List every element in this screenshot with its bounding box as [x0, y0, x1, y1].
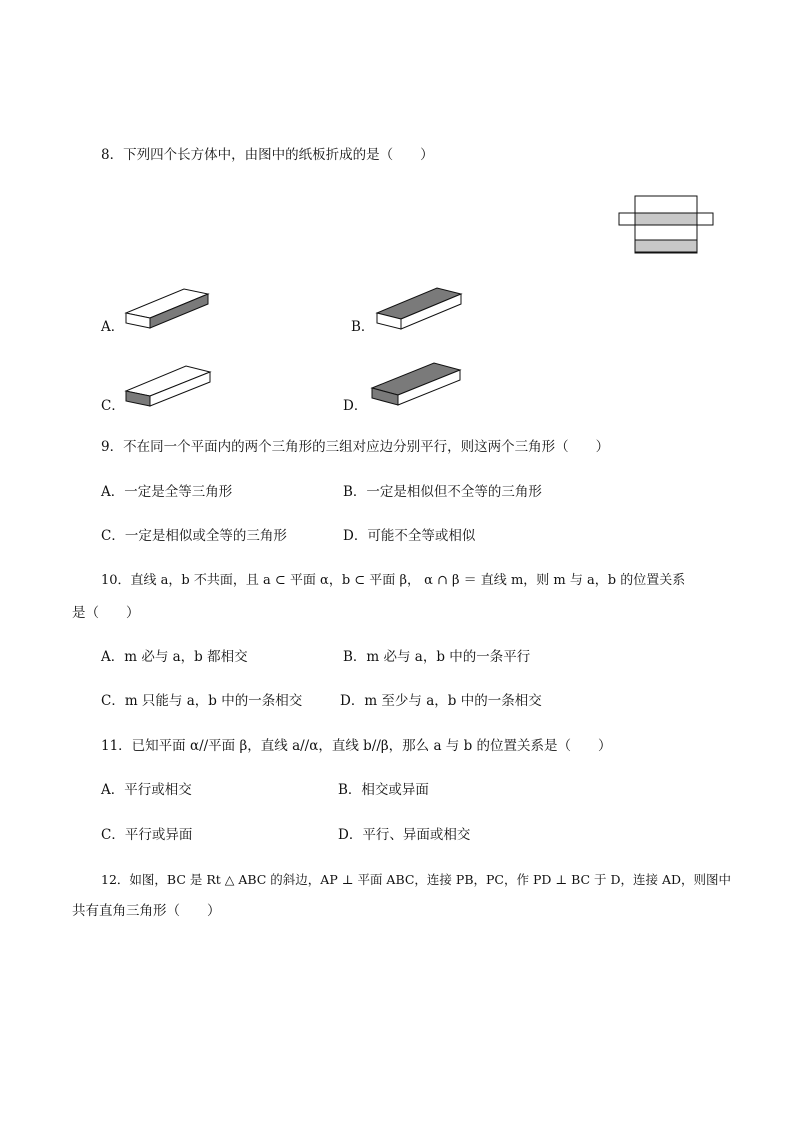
q10-option-c[interactable]: C．m 只能与 a，b 中的一条相交	[101, 693, 303, 709]
q11-option-c[interactable]: C．平行或异面	[101, 827, 193, 843]
q11-stem: 11．已知平面 α//平面 β，直线 a//α，直线 b//β，那么 a 与 b 的位置关系是（ ）	[101, 738, 612, 754]
q11-option-a[interactable]: A．平行或相交	[101, 782, 192, 798]
q8-option-b-label: B．	[351, 319, 375, 335]
q9-option-a[interactable]: A．一定是全等三角形	[101, 484, 233, 500]
q10-option-a[interactable]: A．m 必与 a，b 都相交	[101, 649, 248, 665]
q9-option-b[interactable]: B．一定是相似但不全等的三角形	[343, 484, 542, 500]
q10-stem-line2: 是（ ）	[72, 605, 140, 621]
q9-option-c[interactable]: C．一定是相似或全等的三角形	[101, 528, 287, 544]
q10-stem-line1: 10．直线 a，b 不共面，且 a ⊂ 平面 α，b ⊂ 平面 β， α ∩ β ＝ 直线 m，则 m 与 a，b 的位置关系	[101, 573, 686, 588]
q8-option-d-label: D．	[343, 398, 368, 414]
q10-option-d[interactable]: D．m 至少与 a，b 中的一条相交	[340, 693, 542, 709]
q11-option-d[interactable]: D．平行、异面或相交	[338, 827, 471, 843]
q8-option-a-label: A．	[101, 319, 125, 335]
q9-stem: 9．不在同一个平面内的两个三角形的三组对应边分别平行，则这两个三角形（ ）	[101, 439, 610, 455]
q10-option-b[interactable]: B．m 必与 a，b 中的一条平行	[343, 649, 531, 665]
q8-option-d-box[interactable]	[370, 361, 464, 409]
q8-option-c-label: C．	[101, 398, 125, 414]
q12-stem-line1: 12．如图，BC 是 Rt △ ABC 的斜边，AP ⊥ 平面 ABC，连接 PB，PC，作 PD ⊥ BC 于 D，连接 AD，则图中	[101, 872, 732, 887]
q11-option-b[interactable]: B．相交或异面	[338, 782, 429, 798]
q8-net-figure	[618, 195, 714, 255]
q8-option-a-box[interactable]	[124, 287, 212, 331]
q8-option-c-box[interactable]	[124, 364, 214, 410]
q8-option-b-box[interactable]	[375, 286, 465, 332]
q12-stem-line2: 共有直角三角形（ ）	[72, 903, 221, 919]
q8-stem: 8．下列四个长方体中，由图中的纸板折成的是（ ）	[101, 147, 434, 163]
q9-option-d[interactable]: D．可能不全等或相似	[343, 528, 476, 544]
